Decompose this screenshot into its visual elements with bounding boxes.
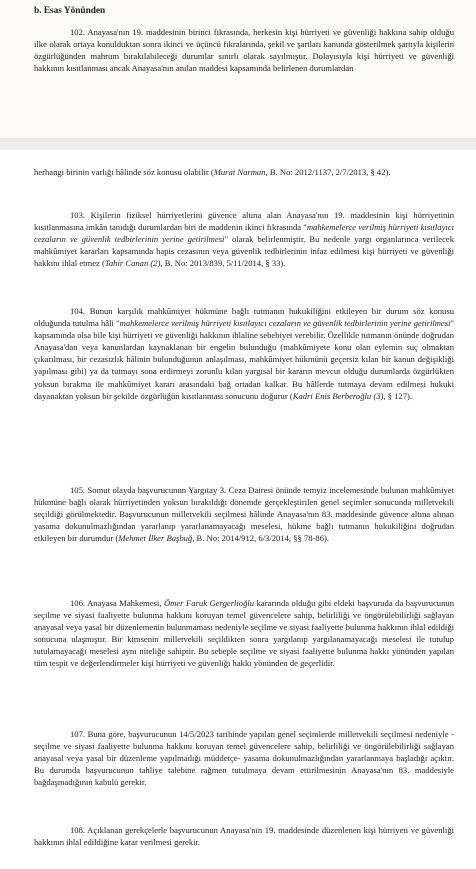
paragraph-105: 105. Somut olayda başvurucunun Yargıtay 3. Ceza Dairesi önünde temyiz incelemesinde bulunan mahkûmiyet hükmüne bağlı olarak hürriyetinden yoksun bırakıldığı dönemde gerçekleştirilen genel seçimler sonucunda milletvekili seçildiği görülmektedir. Başvurucunun milletvekili seçilmesi hâlinde Anayasa'nın 83. maddesinde güvence altına alınan yasama dokunulmazlığından yararlanıp yararlanamayacağı meselesi, hükme bağlı tutmanın hukukiliğini doğrudan etkileyen bir durumdur (Mehmet İlker Başbuğ, B. No: 2014/912, 6/3/2014, §§ 78-86).: [34, 485, 454, 544]
quoted-italic-text: mahkemelerce verilmiş hürriyeti kısıtlayıcı cezaların ve güvenlik tedbirlerinin yerine getirilmesi: [119, 318, 451, 329]
citation-name: Ömer Faruk Gergerlioğlu: [163, 598, 255, 608]
page-gap: [0, 138, 476, 150]
citation-name: Kadri Enis Berberoğlu (3): [292, 390, 384, 401]
paragraph-102-text: 102. Anayasa'nın 19. maddesinin birinci fıkrasında, herkesin kişi hürriyeti ve güvenliği hakkına sahip olduğu ilke olarak ortaya konulduktan sonra ikinci ve üçüncü fıkralarında, şekil ve şartları kanunda gösterilmek şartıyla kişilerin özgürlüğünden mahrum bırakılabileceği durumlar sınırlı olarak sayılmıştır. Dolayısıyla kişi hürriyeti ve güvenliği hakkının kısıtlanması ancak Anayasa'nın anılan maddesi kapsamında belirlenen durumlardan: [34, 27, 454, 74]
paragraph-104: 104. Bunun karşılık mahkûmiyet hükmüne bağlı tutmanın hukukiliğini etkileyen bir durum söz konusu olduğunda tutulma hâli "mahkemelerce verilmiş hürriyeti kısıtlayıcı cezaların ve güvenlik tedbirlerinin yerine getirilmesi" kapsamında olsa bile kişi hürriyeti ve güvenliği hakkının ihlaline sebebiyet verebilir. Özellikle tutmanın önünde doğrudan Anayasa'dan veya kanunlardan kaynaklanan bir engelin bulunduğu (mahkûmiyete konu olan eylemin suç olmaktan çıkarılması, bir cezasızlık hâlinin bulunduğunun anlaşılması, mahkûmiyet hükmünü geçersiz kılan bir kanun değişikliği yapılması gibi) ya da tutmayı sona erdirmeyi zorunlu kılan yargısal bir kararın mevcut olduğu durumlarda özgürlükten yoksun bırakma ile mahkûmiyet kararı arasındaki bağ ortadan kalkar. Bu hâllerde tutmaya devam edilmesi hukuki dayanaktan yoksun bir şekilde özgürlüğün kısıtlanması sonucunu doğurur (Kadri Enis Berberoğlu (3), § 127).: [34, 306, 454, 401]
paragraph-102-continuation: herhangi birinin varlığı hâlinde söz konusu olabilir (Murat Narman, B. No: 2012/1137, 2/7/2013, § 42).: [34, 167, 391, 177]
paragraph-103: 103. Kişilerin fiziksel hürriyetlerini güvence altına alan Anayasa'nın 19. maddesinin kişi hürriyetinin kısıtlanmasına imkân tanıdığı durumlardan biri de maddenin ikinci fıkrasında "mahkemelerce verilmiş hürriyeti kısıtlayıcı cezaların ve güvenlik tedbirlerinin yerine getirilmesi" olarak belirlenmiştir. Bu nedenle yargı organlarınca verilecek mahkûmiyet kararları kapsamında hapis cezasının veya güvenlik tedbirlerinin infaz edilmesi kişi hürriyeti ve güvenliği hakkını ihlal etmez (Tahir Canan (2), B. No: 2013/839, 5/11/2014, § 33).: [34, 210, 455, 269]
citation-name: Mehmet İlker Başbuğ: [118, 533, 193, 544]
section-heading: b. Esas Yönünden: [34, 6, 106, 16]
paragraph-106: 106. Anayasa Mahkemesi, Ömer Faruk Gergerlioğlu kararında olduğu gibi eldeki başvuruda da başvurucunun seçilme ve siyasi faaliyette bulunma hakkını koruyan temel güvencelere sahip, belirliliği ve öngörülebilirliği sağlayan anayasal veya yasal bir düzenlemenin bulunmaması nedeniyle seçilme ve siyasi faaliyette bulunma hakkının ihlal edildiği sonucuna ulaşmıştır. Bir kimsenin milletvekili seçildikten sonra yargılanıp yargılanamayacağı meselesi ile tutulup tutulamayacağı meselesi aynı niteliğe sahiptir. Bu sebeple seçilme ve siyasi faaliyette bulunma hakkı yönünden yapılan tüm tespit ve değerlendirmeler kişi hürriyeti ve güvenliği hakkı yönünden de geçerlidir.: [34, 598, 454, 669]
paragraph-102: [34, 26, 454, 74]
quoted-italic-text: mahkemelerce verilmiş hürriyeti kısıtlayıcı cezaların ve güvenlik tedbirlerinin yerine getirilmesi: [34, 222, 455, 245]
paragraph-108: 108. Açıklanan gerekçelerle başvurucunun Anayasa'nın 19. maddesinde düzenlenen kişi hürriyeti ve güvenliği hakkının ihlal edildiğine karar verilmesi gerekir.: [34, 825, 454, 848]
paragraph-107: 107. Buna göre, başvurucunun 14/5/2023 tarihinde yapılan genel seçimlerde milletvekili seçilmesi nedeniyle -seçilme ve siyasi faaliyette bulunma hakkını koruyan temel güvencelere sahip, belirliliği ve öngörülebilirliği sağlayan anayasal veya yasal bir düzenleme yapılmadığı müddetçe- yasama dokunulmazlığından yararlanmaya başladığı açıktır. Bu durumda başvurucunun tahliye talebine rağmen tutulmaya devam ettirilmesinin Anayasa'nın 83. maddesiyle bağdaşmadığının kabulü gerekir.: [34, 729, 454, 788]
citation-name: Tahir Canan (2): [104, 258, 161, 269]
citation-name: Murat Narman: [213, 167, 266, 177]
